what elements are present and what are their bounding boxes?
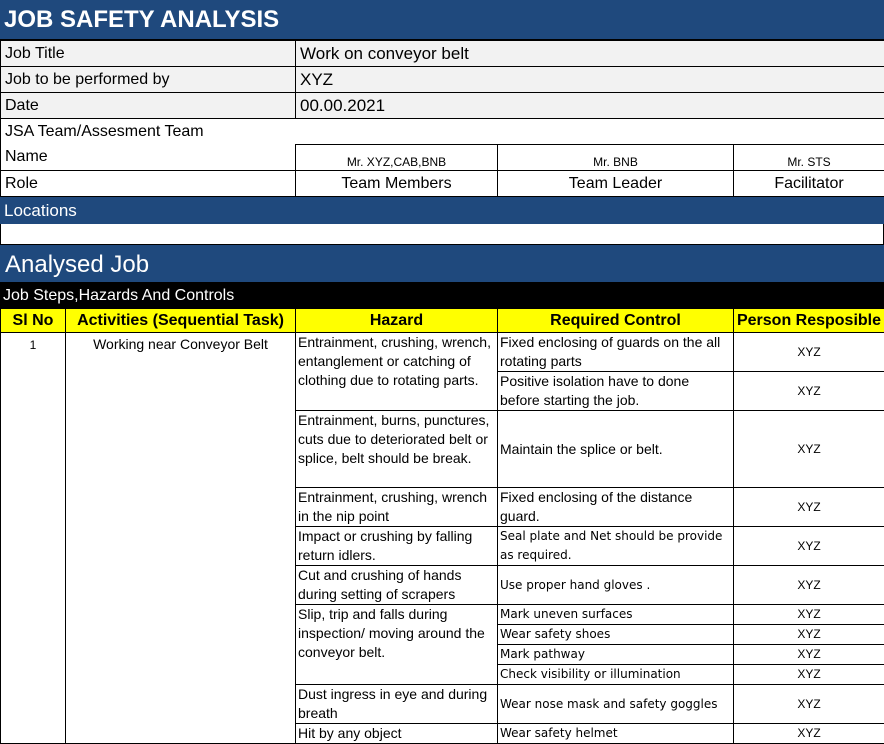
- person-cell: XYZ: [734, 411, 884, 488]
- role-team-leader: Team Leader: [498, 171, 734, 197]
- control-cell: Maintain the splice or belt.: [498, 411, 734, 488]
- job-title-label: Job Title: [1, 41, 296, 67]
- hazard-cell: Entrainment, crushing, wrench, entanglement or catching of clothing due to rotating parts.: [296, 333, 498, 411]
- control-cell: Use proper hand gloves .: [498, 566, 734, 605]
- col-activities: Activities (Sequential Task): [66, 309, 296, 333]
- col-sl-no: Sl No: [1, 309, 66, 333]
- name-label: Name: [1, 145, 296, 171]
- performed-by-row: [1, 67, 884, 93]
- facilitator-name[interactable]: Mr. STS: [734, 145, 884, 171]
- page-title: JOB SAFETY ANALYSIS: [0, 0, 884, 40]
- performed-by-label: Job to be performed by: [1, 67, 296, 93]
- date-row: [1, 93, 884, 119]
- hazard-cell: Dust ingress in eye and during breath: [296, 685, 498, 724]
- control-cell: Wear safety shoes: [498, 625, 734, 645]
- hazard-cell: Impact or crushing by falling return idlers.: [296, 527, 498, 566]
- person-cell: XYZ: [734, 527, 884, 566]
- name-row: [1, 145, 884, 171]
- control-cell: Fixed enclosing of the distance guard.: [498, 488, 734, 527]
- person-cell: XYZ: [734, 665, 884, 685]
- column-header-row: [1, 309, 884, 333]
- person-cell: XYZ: [734, 333, 884, 372]
- role-facilitator: Facilitator: [734, 171, 884, 197]
- person-cell: XYZ: [734, 605, 884, 625]
- role-team-members: Team Members: [296, 171, 498, 197]
- job-info-table: [0, 40, 884, 197]
- control-cell: Mark pathway: [498, 645, 734, 665]
- col-required-control: Required Control: [498, 309, 734, 333]
- hazard-cell: Hit by any object: [296, 724, 498, 744]
- person-cell: XYZ: [734, 724, 884, 744]
- date-label: Date: [1, 93, 296, 119]
- hazard-cell: Slip, trip and falls during inspection/ moving around the conveyor belt.: [296, 605, 498, 685]
- control-cell: Fixed enclosing of guards on the all rotating parts: [498, 333, 734, 372]
- role-label: Role: [1, 171, 296, 197]
- activity-cell: Working near Conveyor Belt: [66, 333, 296, 744]
- team-heading-row: [1, 119, 884, 145]
- hazard-cell: Cut and crushing of hands during setting of scrapers: [296, 566, 498, 605]
- col-hazard: Hazard: [296, 309, 498, 333]
- control-cell: Wear safety helmet: [498, 724, 734, 744]
- control-cell: Check visibility or illumination: [498, 665, 734, 685]
- person-cell: XYZ: [734, 372, 884, 411]
- person-cell: XYZ: [734, 645, 884, 665]
- analysed-job-bar: Analysed Job: [0, 244, 884, 282]
- table-row: [1, 333, 884, 372]
- team-heading: JSA Team/Assesment Team: [1, 119, 884, 145]
- role-row: [1, 171, 884, 197]
- control-cell: Mark uneven surfaces: [498, 605, 734, 625]
- job-steps-bar: Job Steps,Hazards And Controls: [0, 282, 884, 308]
- control-cell: Positive isolation have to done before starting the job.: [498, 372, 734, 411]
- person-cell: XYZ: [734, 566, 884, 605]
- hazards-table: [0, 308, 884, 744]
- locations-value-row[interactable]: [0, 224, 884, 244]
- job-title-value[interactable]: Work on conveyor belt: [296, 41, 884, 67]
- person-cell: XYZ: [734, 488, 884, 527]
- job-title-row: [1, 41, 884, 67]
- team-members-names[interactable]: Mr. XYZ,CAB,BNB: [296, 145, 498, 171]
- control-cell: Seal plate and Net should be provide as required.: [498, 527, 734, 566]
- performed-by-value[interactable]: XYZ: [296, 67, 884, 93]
- locations-bar: Locations: [0, 197, 884, 224]
- person-cell: XYZ: [734, 625, 884, 645]
- hazard-cell: Entrainment, crushing, wrench in the nip point: [296, 488, 498, 527]
- col-person-responsible: Person Resposible: [734, 309, 884, 333]
- team-leader-name[interactable]: Mr. BNB: [498, 145, 734, 171]
- person-cell: XYZ: [734, 685, 884, 724]
- date-value[interactable]: 00.00.2021: [296, 93, 884, 119]
- hazard-cell: Entrainment, burns, punctures, cuts due to deteriorated belt or splice, belt should be break.: [296, 411, 498, 488]
- sl-no-cell: 1: [1, 333, 66, 744]
- control-cell: Wear nose mask and safety goggles: [498, 685, 734, 724]
